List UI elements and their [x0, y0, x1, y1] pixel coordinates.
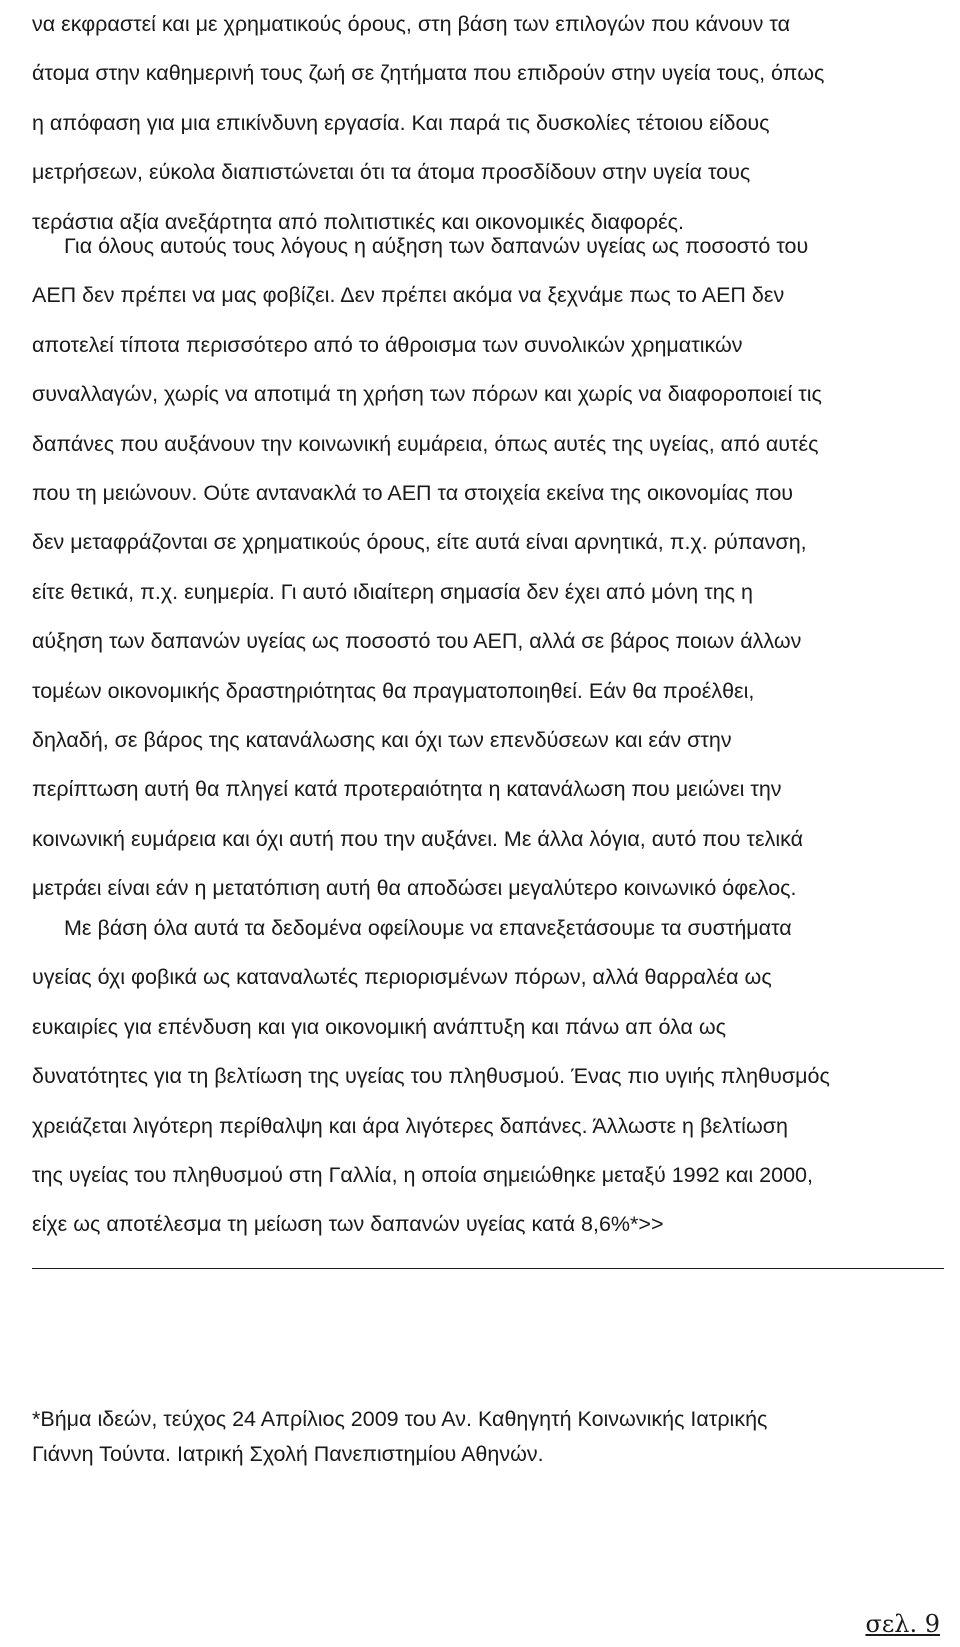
footnote	[32, 1402, 932, 1472]
paragraph-line: να εκφραστεί και με χρηματικούς όρους, στη βάση των επιλογών που κάνουν τα	[32, 12, 791, 36]
paragraph-3	[32, 904, 942, 1250]
paragraph-line: αποτελεί τίποτα περισσότερο από το άθροισμα των συνολικών χρηματικών	[32, 332, 743, 357]
footnote-line: Γιάννη Τούντα. Ιατρική Σχολή Πανεπιστημίου Αθηνών.	[32, 1442, 544, 1466]
paragraph-line: δυνατότητες για τη βελτίωση της υγείας του πληθυσμού. Ένας πιο υγιής πληθυσμός	[32, 1064, 830, 1089]
paragraph-line: χρειάζεται λιγότερη περίθαλψη και άρα λιγότερες δαπάνες. Άλλωστε η βελτίωση	[32, 1113, 788, 1138]
paragraph-line: αύξηση των δαπανών υγείας ως ποσοστό του ΑΕΠ, αλλά σε βάρος ποιων άλλων	[32, 629, 802, 654]
paragraph-line: υγείας όχι φοβικά ως καταναλωτές περιορισμένων πόρων, αλλά θαρραλέα ως	[32, 965, 772, 990]
paragraph-line: Για όλους αυτούς τους λόγους η αύξηση των δαπανών υγείας ως ποσοστό του	[64, 234, 809, 258]
footnote-divider	[32, 1268, 944, 1269]
page-number: σελ. 9	[865, 1610, 940, 1638]
paragraph-line: Με βάση όλα αυτά τα δεδομένα οφείλουμε να επανεξετάσουμε τα συστήματα	[64, 916, 792, 940]
paragraph-line: μετράει είναι εάν η μετατόπιση αυτή θα αποδώσει μεγαλύτερο κοινωνικό όφελος.	[32, 876, 797, 901]
paragraph-line: είτε θετικά, π.χ. ευημερία. Γι αυτό ιδιαίτερη σημασία δεν έχει από μόνη της η	[32, 579, 753, 604]
paragraph-line: μετρήσεων, εύκολα διαπιστώνεται ότι τα άτομα προσδίδουν στην υγεία τους	[32, 160, 751, 185]
paragraph-line: δαπάνες που αυξάνουν την κοινωνική ευμάρεια, όπως αυτές της υγείας, από αυτές	[32, 431, 819, 456]
paragraph-line: κοινωνική ευμάρεια και όχι αυτή που την αυξάνει. Με άλλα λόγια, αυτό που τελικά	[32, 826, 804, 851]
footnote-line: *Βήμα ιδεών, τεύχος 24 Απρίλιος 2009 του Αν. Καθηγητή Κοινωνικής Ιατρικής	[32, 1407, 768, 1431]
paragraph-line: άτομα στην καθημερινή τους ζωή σε ζητήματα που επιδρούν στην υγεία τους, όπως	[32, 61, 825, 86]
paragraph-line: ευκαιρίες για επένδυση και για οικονομική ανάπτυξη και πάνω απ όλα ως	[32, 1014, 727, 1039]
paragraph-line: δεν μεταφράζονται σε χρηματικούς όρους, είτε αυτά είναι αρνητικά, π.χ. ρύπανση,	[32, 530, 807, 555]
paragraph-1	[32, 0, 942, 247]
paragraph-line: η απόφαση για μια επικίνδυνη εργασία. Και παρά τις δυσκολίες τέτοιου είδους	[32, 110, 770, 135]
paragraph-line: περίπτωση αυτή θα πληγεί κατά προτεραιότητα η κατανάλωση που μειώνει την	[32, 777, 782, 802]
paragraph-line: που τη μειώνουν. Ούτε αντανακλά το ΑΕΠ τα στοιχεία εκείνα της οικονομίας που	[32, 480, 794, 505]
paragraph-line: της υγείας του πληθυσμού στη Γαλλία, η οποία σημειώθηκε μεταξύ 1992 και 2000,	[32, 1162, 813, 1187]
paragraph-2	[32, 222, 942, 913]
paragraph-line: δηλαδή, σε βάρος της κατανάλωσης και όχι των επενδύσεων και εάν στην	[32, 727, 732, 752]
paragraph-line: ΑΕΠ δεν πρέπει να μας φοβίζει. Δεν πρέπει ακόμα να ξεχνάμε πως το ΑΕΠ δεν	[32, 283, 785, 308]
paragraph-line: συναλλαγών, χωρίς να αποτιμά τη χρήση των πόρων και χωρίς να διαφοροποιεί τις	[32, 382, 822, 407]
paragraph-line: τομέων οικονομικής δραστηριότητας θα πραγματοποιηθεί. Εάν θα προέλθει,	[32, 678, 755, 703]
paragraph-line: τεράστια αξία ανεξάρτητα από πολιτιστικές και οικονομικές διαφορές.	[32, 209, 685, 234]
paragraph-line: είχε ως αποτέλεσμα τη μείωση των δαπανών υγείας κατά 8,6%*>>	[32, 1212, 664, 1237]
